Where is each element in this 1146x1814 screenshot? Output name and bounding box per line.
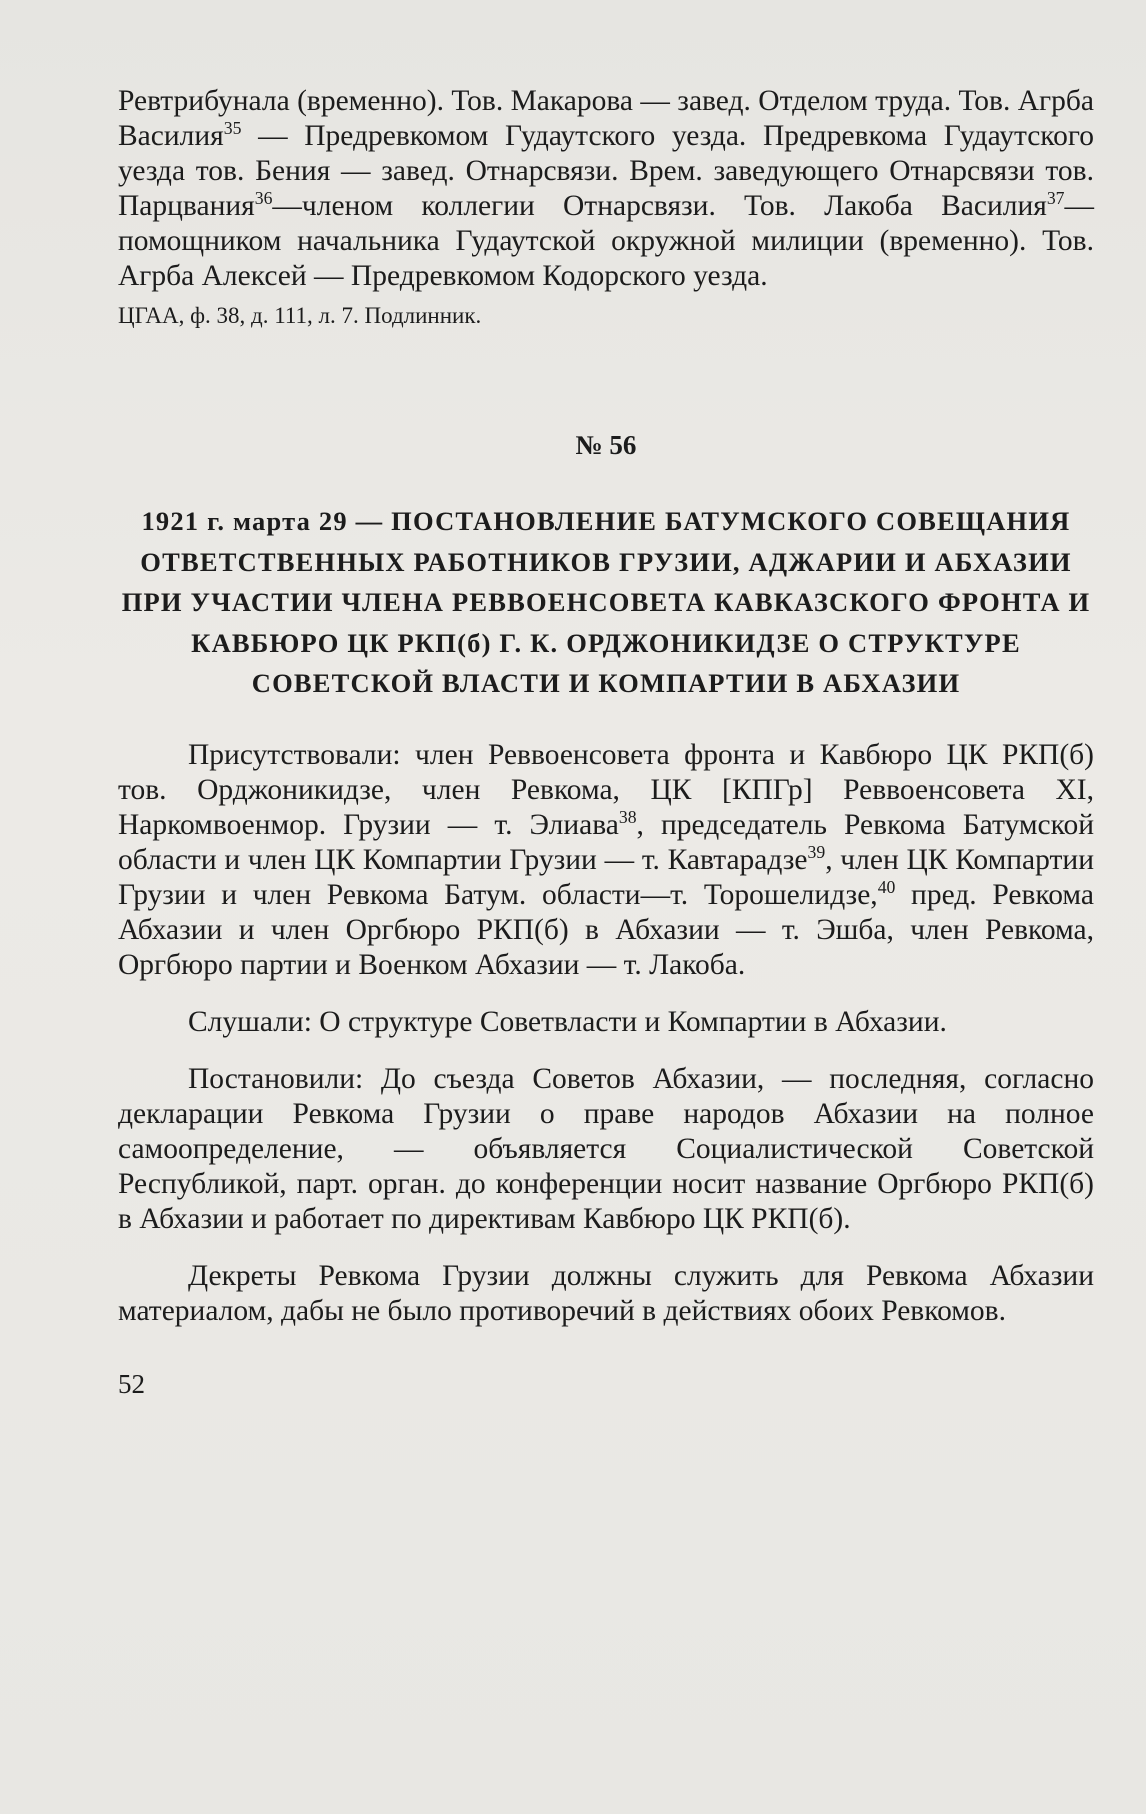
document-title: 1921 г. марта 29 — ПОСТАНОВЛЕНИЕ БАТУМСКОГО СОВЕЩАНИЯ ОТВЕТСТВЕННЫХ РАБОТНИКОВ ГРУЗИИ, АДЖАРИИ И АБХАЗИИ ПРИ УЧАСТИИ ЧЛЕНА РЕВВОЕНСОВЕТА КАВКАЗСКОГО ФРОНТА И КАВБЮРО ЦК РКП(б) Г. К. ОРДЖОНИКИДЗЕ О СТРУКТУРЕ СОВЕТСКОЙ ВЛАСТИ И КОМПАРТИИ В АБХАЗИИ — [121, 506, 1091, 698]
paragraph-resolved: Постановили: До съезда Советов Абхазии, — последняя, согласно декларации Ревкома Грузии о праве народов Абхазии на полное самоопределение, — объявляется Социалистической Советской Республикой, парт. орган. до конференции носит название Оргбюро РКП(б) в Абхазии и работает по директивам Кавбюро ЦК РКП(б). — [118, 1062, 1094, 1235]
archive-source: ЦГАА, ф. 38, д. 111, л. 7. Подлинник. — [118, 303, 482, 328]
present-text-4: пред. Ревкома Абхазии и член Оргбюро РКП(б) в Абхазии — т. Эшба, член Ревкома, Оргбюро партии и Военком Абхазии — т. Лакоба. — [118, 878, 1094, 981]
present-text-2: , председатель Ревкома Батумской области и член ЦК Компартии Грузии — т. Кавтарадзе — [118, 808, 1094, 876]
footnote-ref-36: 36 — [254, 188, 273, 209]
present-text-3: , член ЦК Компартии Грузии и член Ревкома Батум. области—т. Торошелидзе, — [118, 843, 1094, 911]
paragraph-decrees: Декреты Ревкома Грузии должны служить для Ревкома Абхазии материалом, дабы не было противоречий в действиях обоих Ревкомов. — [118, 1259, 1094, 1327]
footnote-ref-39: 39 — [807, 841, 826, 862]
footnote-ref-38: 38 — [618, 806, 637, 827]
page-text — [118, 84, 1094, 1402]
page-number: 52 — [118, 1368, 145, 1399]
continued-text-1: Ревтрибунала (временно). Тов. Макарова — завед. Отделом труда. Тов. Агрба Василия — [118, 85, 1094, 152]
footnote-ref-37: 37 — [1046, 188, 1065, 209]
continued-text-4: —помощником начальника Гудаутской окружной милиции (временно). Тов. Агрба Алексей — Предревкомом Кодорского уезда. — [118, 190, 1094, 292]
paragraph-present — [118, 738, 1094, 983]
continued-text-2: — Предревкомом Гудаутского уезда. Предревкома Гудаутского уезда тов. Бения — завед. Отнарсвязи. Врем. заведующего Отнарсвязи тов. Парцвания — [118, 120, 1094, 222]
continued-paragraph — [118, 84, 1094, 294]
document-number: № 56 — [575, 430, 637, 460]
continued-text-3: —членом коллегии Отнарсвязи. Тов. Лакоба Василия — [272, 190, 1047, 222]
present-text-1: Присутствовали: член Реввоенсовета фронта и Кавбюро ЦК РКП(б) тов. Орджоникидзе, член Ревкома, ЦК [КПГр] Реввоенсовета XI, Наркомвоенмор. Грузии — т. Элиава — [118, 738, 1094, 841]
footnote-ref-40: 40 — [877, 876, 896, 897]
footnote-ref-35: 35 — [223, 118, 242, 139]
paragraph-heard: Слушали: О структуре Советвласти и Компартии в Абхазии. — [188, 1005, 947, 1038]
